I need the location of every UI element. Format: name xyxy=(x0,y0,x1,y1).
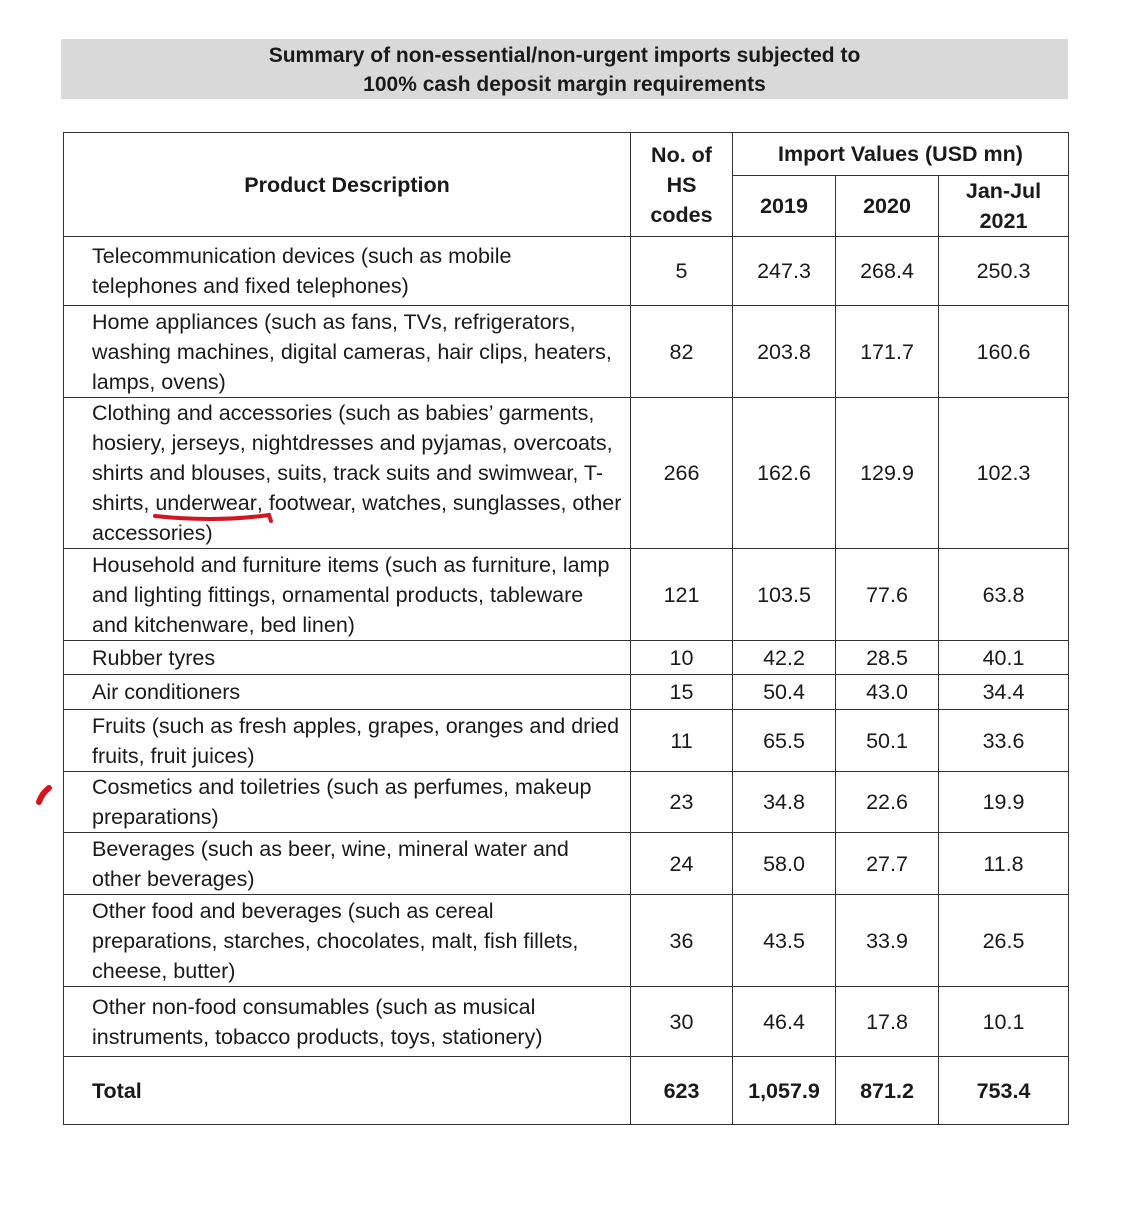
table-row xyxy=(64,675,1069,710)
total-row xyxy=(64,1057,1069,1125)
value-2019: 203.8 xyxy=(733,306,836,398)
product-description: Beverages (such as beer, wine, mineral water and other beverages) xyxy=(64,833,631,895)
header-2020: 2020 xyxy=(836,176,939,237)
value-2021: 102.3 xyxy=(939,398,1069,549)
total-hs-codes: 623 xyxy=(631,1057,733,1125)
header-import-values: Import Values (USD mn) xyxy=(733,133,1069,176)
value-2021: 40.1 xyxy=(939,641,1069,675)
hs-codes-value: 266 xyxy=(631,398,733,549)
product-description: Clothing and accessories (such as babies’ garments, hosiery, jerseys, nightdresses and pyjamas, overcoats, shirts and blouses, suits, track suits and swimwear, T-shirts, underwear , footwear, watches, sunglasses, other accessories) xyxy=(64,398,631,549)
value-2019: 42.2 xyxy=(733,641,836,675)
hs-codes-value: 11 xyxy=(631,710,733,772)
value-2019: 247.3 xyxy=(733,237,836,306)
total-2020: 871.2 xyxy=(836,1057,939,1125)
value-2020: 129.9 xyxy=(836,398,939,549)
table-row xyxy=(64,398,1069,549)
value-2019: 46.4 xyxy=(733,987,836,1057)
hs-codes-value: 10 xyxy=(631,641,733,675)
header-hs-codes: No. of HS codes xyxy=(631,133,733,237)
underlined-word: underwear xyxy=(155,491,257,515)
value-2019: 43.5 xyxy=(733,895,836,987)
value-2019: 50.4 xyxy=(733,675,836,710)
value-2021: 34.4 xyxy=(939,675,1069,710)
hs-codes-value: 82 xyxy=(631,306,733,398)
value-2019: 65.5 xyxy=(733,710,836,772)
product-description: Household and furniture items (such as furniture, lamp and lighting fittings, ornamental products, tableware and kitchenware, bed linen) xyxy=(64,549,631,641)
value-2020: 17.8 xyxy=(836,987,939,1057)
value-2020: 268.4 xyxy=(836,237,939,306)
imports-table xyxy=(63,132,1069,1125)
table-row xyxy=(64,549,1069,641)
value-2021: 19.9 xyxy=(939,772,1069,833)
hs-codes-value: 30 xyxy=(631,987,733,1057)
hs-codes-value: 15 xyxy=(631,675,733,710)
table-row xyxy=(64,237,1069,306)
value-2019: 162.6 xyxy=(733,398,836,549)
title-line-1: Summary of non-essential/non-urgent imports subjected to xyxy=(268,44,861,67)
value-2019: 58.0 xyxy=(733,833,836,895)
value-2020: 50.1 xyxy=(836,710,939,772)
total-label: Total xyxy=(64,1057,631,1125)
value-2021: 33.6 xyxy=(939,710,1069,772)
product-description: Telecommunication devices (such as mobile telephones and fixed telephones) xyxy=(64,237,631,306)
table-row xyxy=(64,306,1069,398)
table-row xyxy=(64,987,1069,1057)
page-title xyxy=(61,39,1068,99)
value-2020: 43.0 xyxy=(836,675,939,710)
red-underline-mark-icon xyxy=(153,511,273,523)
product-description: Cosmetics and toiletries (such as perfumes, makeup preparations) xyxy=(64,772,631,833)
product-description: Home appliances (such as fans, TVs, refrigerators, washing machines, digital cameras, hair clips, heaters, lamps, ovens) xyxy=(64,306,631,398)
table-row xyxy=(64,772,1069,833)
value-2019: 103.5 xyxy=(733,549,836,641)
value-2020: 33.9 xyxy=(836,895,939,987)
hs-codes-value: 36 xyxy=(631,895,733,987)
value-2021: 250.3 xyxy=(939,237,1069,306)
value-2021: 10.1 xyxy=(939,987,1069,1057)
total-2019: 1,057.9 xyxy=(733,1057,836,1125)
hs-codes-value: 5 xyxy=(631,237,733,306)
table-row xyxy=(64,710,1069,772)
total-2021: 753.4 xyxy=(939,1057,1069,1125)
value-2020: 77.6 xyxy=(836,549,939,641)
product-description: Other food and beverages (such as cereal preparations, starches, chocolates, malt, fish fillets, cheese, butter) xyxy=(64,895,631,987)
red-pen-mark-icon xyxy=(33,784,55,806)
value-2021: 26.5 xyxy=(939,895,1069,987)
product-description: Air conditioners xyxy=(64,675,631,710)
value-2019: 34.8 xyxy=(733,772,836,833)
value-2021: 11.8 xyxy=(939,833,1069,895)
hs-codes-value: 23 xyxy=(631,772,733,833)
hs-codes-value: 24 xyxy=(631,833,733,895)
value-2021: 63.8 xyxy=(939,549,1069,641)
header-jan-jul-2021: Jan-Jul 2021 xyxy=(939,176,1069,237)
table-row xyxy=(64,641,1069,675)
table-row xyxy=(64,895,1069,987)
value-2021: 160.6 xyxy=(939,306,1069,398)
table-row xyxy=(64,833,1069,895)
value-2020: 27.7 xyxy=(836,833,939,895)
value-2020: 28.5 xyxy=(836,641,939,675)
title-line-2: 100% cash deposit margin requirements xyxy=(363,73,766,96)
header-product-description: Product Description xyxy=(64,133,631,237)
header-2019: 2019 xyxy=(733,176,836,237)
hs-codes-value: 121 xyxy=(631,549,733,641)
value-2020: 171.7 xyxy=(836,306,939,398)
product-description: Other non-food consumables (such as musical instruments, tobacco products, toys, stationery) xyxy=(64,987,631,1057)
value-2020: 22.6 xyxy=(836,772,939,833)
product-description: Rubber tyres xyxy=(64,641,631,675)
product-description: Fruits (such as fresh apples, grapes, oranges and dried fruits, fruit juices) xyxy=(64,710,631,772)
